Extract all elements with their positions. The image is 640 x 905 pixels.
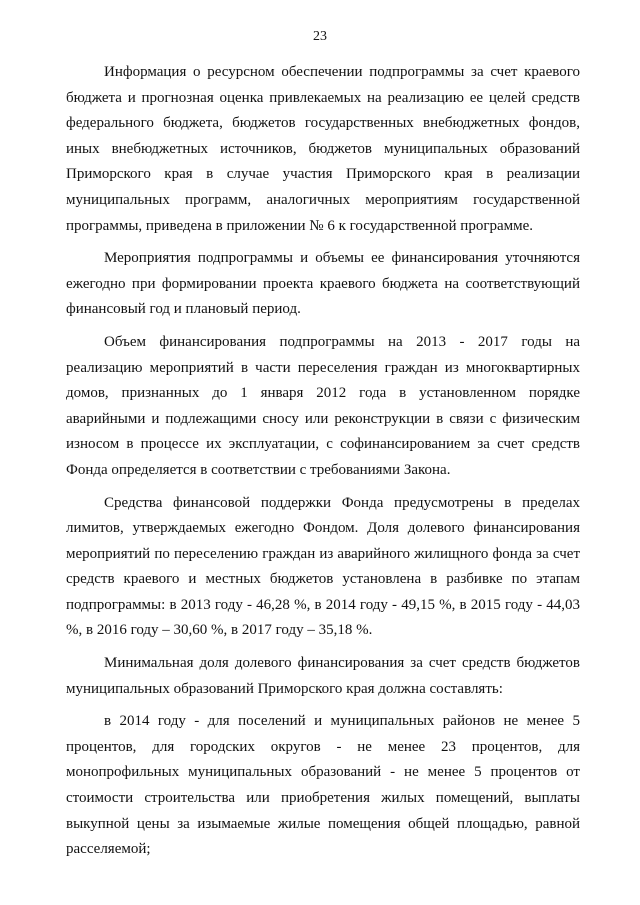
- paragraph-minimum-share: Минимальная доля долевого финансирования за счет средств бюджетов муниципальных образований Приморского края должна составлять:: [66, 655, 580, 697]
- paragraph-annual-update: Мероприятия подпрограммы и объемы ее финансирования уточняются ежегодно при формировании проекта краевого бюджета на соответствующий финансовый год и плановый период.: [66, 250, 580, 318]
- page-number: 23: [313, 29, 327, 44]
- paragraph-fund-support: Средства финансовой поддержки Фонда предусмотрены в пределах лимитов, утверждаемых ежегодно Фондом. Доля долевого финансирования мероприятий по переселению граждан из аварийного жилищного фонда за счет средств краевого и местных бюджетов установлена в разбивке по этапам подпрограммы: в 2013 году - 46,28 %, в 2014 году - 49,15 %, в 2015 году - 44,03 %, в 2016 году – 30,60 %, в 2017 году – 35,18 %.: [66, 494, 580, 639]
- paragraph-financing-volume: Объем финансирования подпрограммы на 2013 - 2017 годы на реализацию мероприятий в части переселения граждан из многоквартирных домов, признанных до 1 января 2012 года в установленном порядке аварийными и подлежащими сносу или реконструкции в связи с физическим износом в процессе их эксплуатации, с софинансированием за счет средств Фонда определяется в соответствии с требованиями Закона.: [66, 333, 580, 478]
- paragraph-2014-share: в 2014 году - для поселений и муниципальных районов не менее 5 процентов, для городских округов - не менее 23 процентов, для монопрофильных муниципальных образований - не менее 5 процентов от стоимости строительства или приобретения жилых помещений, выплаты выкупной цены за изымаемые жилые помещения общей площадью, равной расселяемой;: [66, 713, 580, 858]
- body-text: [66, 60, 580, 863]
- paragraph-resource-info: Информация о ресурсном обеспечении подпрограммы за счет краевого бюджета и прогнозная оценка привлекаемых на реализацию ее целей средств федерального бюджета, бюджетов государственных внебюджетных фондов, иных внебюджетных источников, бюджетов муниципальных образований Приморского края в случае участия Приморского края в реализации муниципальных программ, аналогичных мероприятиям государственной программы, приведена в приложении № 6 к государственной программе.: [66, 64, 580, 234]
